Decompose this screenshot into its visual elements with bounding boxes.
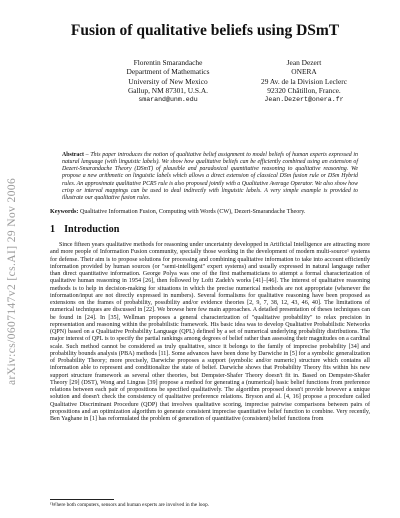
author-address: 92320 Châtillon, France. [267, 85, 341, 95]
arxiv-identifier: arXiv:cs/0607147v2 [cs.AI] 29 Nov 2006 [6, 177, 18, 385]
author-department: ONERA [291, 67, 317, 77]
abstract-heading: Abstract [62, 152, 84, 158]
keywords-heading: Keywords: [50, 209, 79, 215]
footnote: ¹Where both computers, sensors and human experts are involved in the loop. [50, 502, 210, 508]
author-name: Florentin Smarandache [133, 58, 203, 67]
author-department: Department of Mathematics [126, 67, 210, 77]
section-title: Introduction [64, 224, 120, 235]
paper-title: Fusion of qualitative beliefs using DSmT [70, 22, 340, 39]
author-block-2 [224, 58, 384, 104]
keywords-text: Qualitative Information Fusion, Computing with Words (CW), Dezert-Smarandache Theory. [78, 209, 306, 215]
section-number: 1 [50, 224, 56, 235]
keywords [50, 209, 370, 216]
abstract [62, 152, 358, 202]
abstract-text: – This paper introduces the notion of qualitative belief assignment to model beliefs of human experts expressed in natural language (with linguistic labels). We show how qualitative beliefs can be efficiently combined using an extension of Dezert-Smarandache Theory (DSmT) of plausible and paradoxical quantitative reasoning to qualitative reasoning. We propose a new arithmetic on linguistic labels which allows a direct extension of classical DSm fusion rule or DSm Hybrid rules. An approximate qualitative PCR5 rule is also proposed jointly with a Qualitative Average Operator. We also show how crisp or interval mappings can be used to deal indirectly with linguistic labels. A very simple example is provided to illustrate our qualitative fusion rules. [62, 152, 358, 201]
author-email: smarand@unm.edu [138, 96, 198, 104]
author-organization: 29 Av. de la Division Leclerc [261, 76, 347, 86]
author-name: Jean Dezert [286, 58, 322, 67]
section-heading [50, 224, 119, 235]
body-paragraph: Since fifteen years qualitative methods for reasoning under uncertainty developped in Artificial Intelligence are attracting more and more people of Information Fusion community, specially those working in the development of modern multi-source¹ systems for defense. Their aim is to propose solutions for processing and combining qualitative information to take into account efficiently information provided by human sources (or "semi-intelligent" expert systems) and usually expressed in natural language rather than direct quantitative information. George Polya was one of the first mathematicians to attempt a formal characterization of qualitative human reasoning in 1954 [26], then followed by Lofti Zadeh's works [41]–[46]. The interest of qualitative reasoning methods is to help in decision-making for situations in which the precise numerical methods are not appropriate (whenever the information/input are not directly expressed in numbers). Several formalisms for qualitative reasoning have been proposed as extensions on the frames of probability, possibility and/or evidence theories [2, 9, 7, 38, 12, 43, 46, 40]. The limitations of numerical techniques are discussed in [22]. We browse here few main approaches. A detailed presentation of theses techniques can be found in [24]. In [35], Wellman proposes a general characterization of "qualitative probability" to relax precision in representation and reasoning within the probabilistic framework. His basic idea was to develop Qualitative Probabilistic Networks (QPN) based on a Qualitative Probability Language (QPL) defined by a set of numerical underlying probability distributions. The major interest of QPL is to specify the partial rankings among degrees of belief rather than assessing their magnitudes on a cardinal scale. Such method cannot be considered as truly qualitative, since it belongs to the family of imprecise probability [34] and probability bounds analysis (PBA) methods [11]. Some advances have been done by Darwiche in [5] for a symbolic generalization of Probability Theory; more precisely, Darwiche proposes a support (symbolic and/or numeric) structure which contains all information able to represent and conditionalize the state of belief. Darwiche shows that Probability Theory fits within his new support structure framework as several other theories, but Dempster-Shafer Theory doesn't fit in. Based on Dempster-Shafer Theory [29] (DST), Wong and Lingras [39] propose a method for generating a (numerical) basic belief functions from preference relations between each pair of propositions be specified qualitatively. The algorithm proposed doesn't provide however a unique solution and doesn't check the consistency of qualitative preference relations. Bryson and al. [4, 16] propose a procedure called Qualitative Discriminant Procedure (QDP) that involves qualitative scoring, imprecise pairwise comparisons between pairs of propositions and an optimization algorithm to generate consistent imprecise quantitative belief function to combine. Very recently, Ben Yaghane in [1] has reformulated the problem of generation of quantitative (consistent) belief functions from [50, 242, 370, 422]
author-email: Jean.Dezert@onera.fr [264, 96, 344, 104]
author-address: Gallup, NM 87301, U.S.A. [127, 85, 209, 95]
footnote-divider [50, 499, 114, 500]
author-organization: University of New Mexico [128, 76, 208, 86]
